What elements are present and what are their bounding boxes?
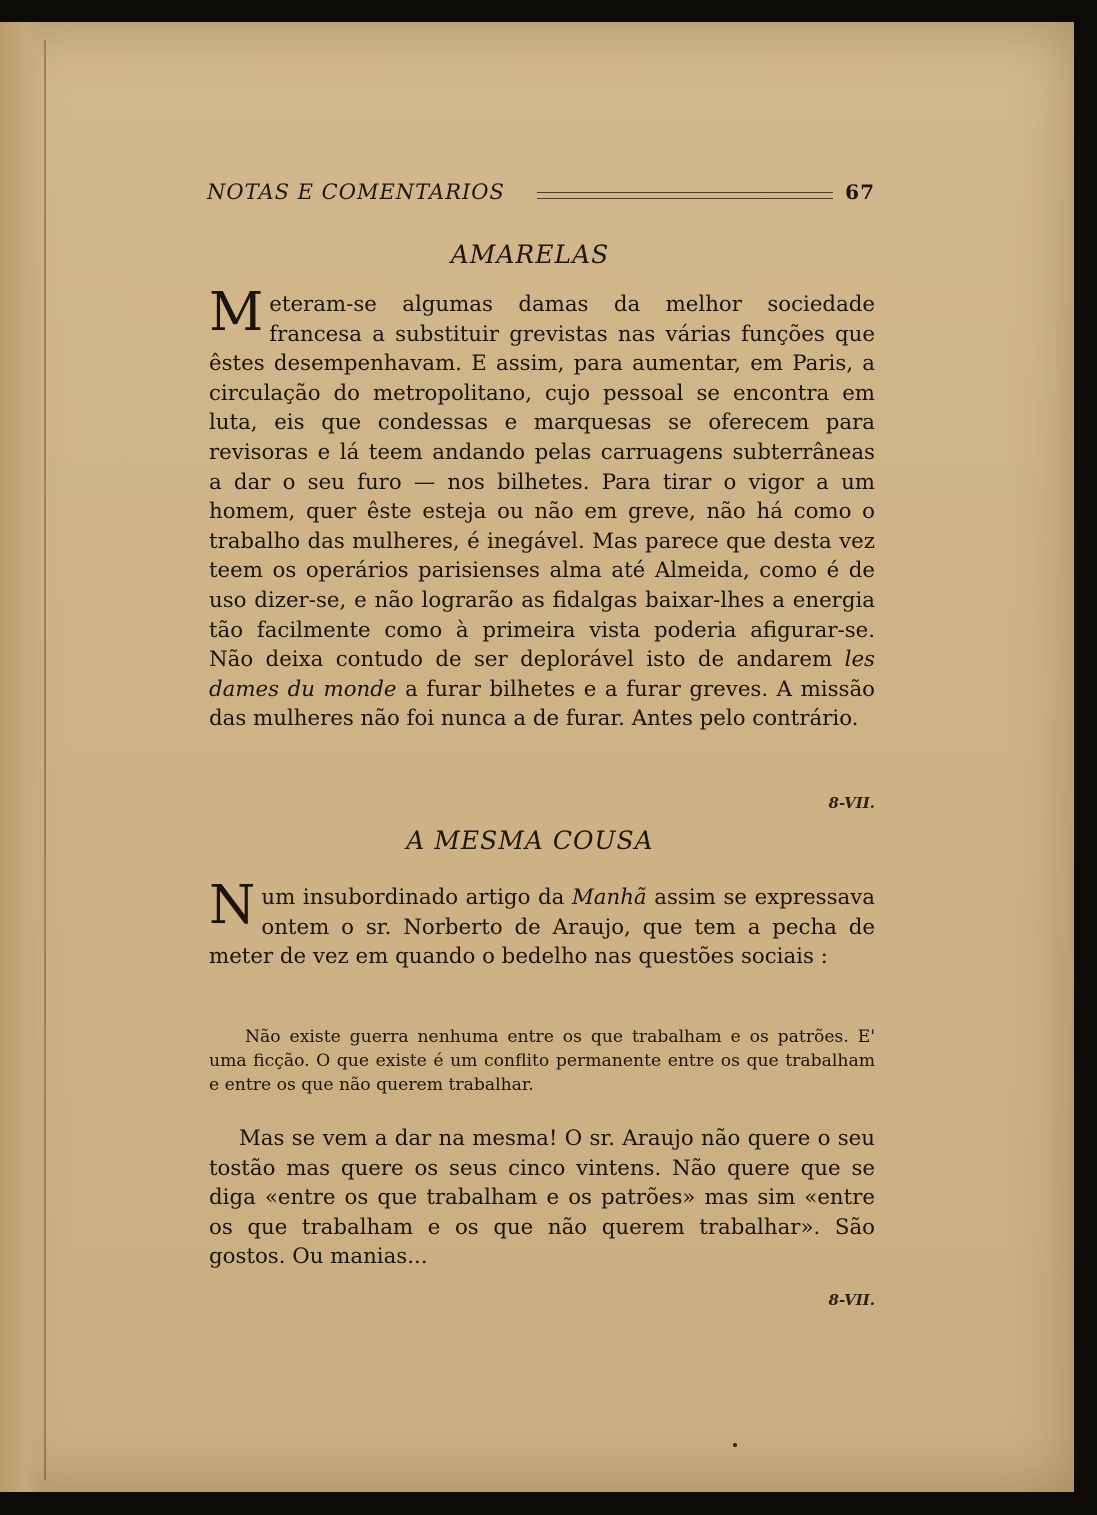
dateline-amarelas: 8-VII.	[828, 794, 875, 812]
article-text: um insubordinado artigo da	[261, 885, 565, 910]
italic-phrase: les dames du monde	[209, 647, 875, 702]
dateline-mesma-cousa: 8-VII.	[828, 1291, 875, 1309]
drop-cap: N	[209, 875, 256, 936]
article-text-continued: assim se expressava ontem o sr. Norberto de Araujo, que tem a pecha de meter de vez em quando o bedelho nas questões sociais :	[209, 885, 875, 970]
page-binding-edge	[0, 22, 44, 1492]
header-rule	[537, 192, 833, 199]
running-header	[207, 180, 875, 212]
page-number: 67	[845, 180, 875, 204]
closing-paragraph: Mas se vem a dar na mesma! O sr. Araujo não quere o seu tostão mas quere os seus cinco vintens. Não quere que se diga «entre os que trabalham e os patrões» mas sim «entre os que trabalham e os que não querem trabalhar». São gostos. Ou manias...	[209, 1126, 875, 1270]
block-quote: Não existe guerra nenhuma entre os que trabalham e os patrões. E' uma ficção. O que existe é um conflito permanente entre os que trabalham e entre os que não querem trabalhar.	[209, 1027, 875, 1096]
article-text-continued: a furar bilhetes e a furar greves. A missão das mulheres não foi nunca a de furar. Antes pelo contrário.	[209, 676, 875, 732]
page-speck	[733, 1443, 737, 1447]
article-body-amarelas	[209, 282, 875, 734]
drop-cap: M	[209, 282, 264, 343]
article-body-mesma-cousa	[209, 875, 875, 972]
article-text: eteram-se algumas damas da melhor sociedade francesa a substituir grevistas nas várias funções que êstes desempenhavam. E assim, para aumentar, em Paris, a circulação do metropolitano, cujo pessoal se encontra em luta, eis que condessas e marquesas se oferecem para revisoras e lá teem andando pelas carruagens subterrâneas a dar o seu furo — nos bilhetes. Para tirar o vigor a um homem, quer êste esteja ou não em greve, não há como o trabalho das mulheres, é inegável. Mas parece que desta vez teem os operários parisienses alma até Almeida, como é de uso dizer-se, e não lograrão as fidalgas baixar-lhes a energia tão facilmente como à primeira vista poderia afigurar-se. Não deixa contudo de ser deplorável isto de andarem	[209, 292, 875, 673]
article-title-amarelas: AMARELAS	[450, 240, 610, 269]
italic-phrase: Manhã	[572, 885, 647, 910]
running-title: NOTAS E COMENTARIOS	[207, 180, 505, 204]
page-fold-line	[44, 40, 46, 1480]
article-title-mesma-cousa: A MESMA COUSA	[406, 826, 654, 855]
